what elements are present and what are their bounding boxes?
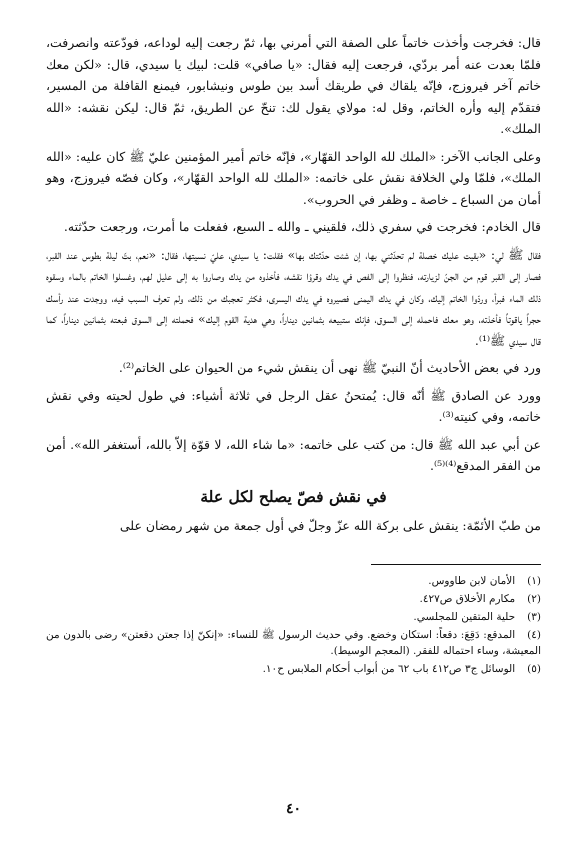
footnote — [46, 573, 541, 589]
paragraph-2: وعلى الجانب الآخر: «الملك لله الواحد القهّار»، فإنّه خاتم أمير المؤمنين عليّ ﷺ كان عليه: «الله الملك»، فلمّا ولي الخلافة نقش على خاتمه: «الملك لله الواحد القهّار»، وكان فصّه فيروزج، وهو أمان من السباع ـ خاصة ـ وظفر في الحروب». — [46, 148, 541, 207]
paragraph-8: من طبّ الأئمّة: ينقش على بركة الله عزّ وجلّ في أول جمعة من شهر رمضان على — [119, 517, 541, 533]
footnote-number: (٣) — [527, 611, 541, 623]
footnote-number: (٢) — [527, 593, 541, 605]
footnote-text: حلية المتقين للمجلسي. — [413, 611, 516, 623]
paragraph-7: عن أبي عبد الله ﷺ قال: من كتب على خاتمه: «ما شاء الله، لا قوّة إلاّ بالله، أستغفر الله». أمن من الفقر المدقع⁽⁴⁾⁽⁵⁾. — [46, 436, 541, 473]
paragraph-5: ورد في بعض الأحاديث أنّ النبيّ ﷺ نهى أن ينقش شيء من الحيوان على الخاتم⁽²⁾. — [118, 360, 541, 375]
footnote-divider — [371, 564, 541, 565]
footnote-text: مكارم الأخلاق ص٤٢٧. — [419, 593, 516, 605]
section-heading: في نقش فصّ يصلح لكل علة — [200, 486, 387, 506]
footnotes — [46, 573, 541, 677]
paragraph-4: فقال ﷺ لي: «بقيت عليك خصلة لم تحدّثني بها، إن شئت حدّثتك بها» فقلت: يا سيدي، عليّ نسيتها، فقال: «نعم، بتّ ليلة بطوس عند القبر، فصار إلى القبر قوم من الجنّ لزيارته، فنظروا إلى الفص في يدك وقرؤا نقشه، فأخذوه من يدك وصاروا به إلى عليل لهم، وغسلوا الخاتم بالماء وسقوه ذلك الماء فبرأ، وردّوا الخاتم إليك، وكان في يدك اليمنى فصيروه في يدك اليسرى، فكثر تعجبك من ذلك، ولم تعرف السبب فيه، ووجدت عند رأسك حجراً ياقوتاً فأخذته، وهو معك فاحمله إلى السوق، فإنك ستبيعه بثمانين ديناراً، وهي هدية القوم إليك» فحملته إلى السوق فبعته بثمانين ديناراً، كما قال سيدي ﷺ⁽¹⁾. — [46, 246, 541, 348]
footnote — [46, 661, 541, 677]
footnote — [46, 627, 541, 659]
footnote-number: (١) — [527, 575, 541, 587]
footnote — [46, 609, 541, 625]
page-number: ٤٠ — [285, 801, 302, 817]
footnote-text: الأمان لابن طاووس. — [428, 575, 516, 587]
footnote-number: (٥) — [527, 663, 541, 675]
footnote-number: (٤) — [527, 629, 541, 641]
paragraph-3: قال الخادم: فخرجت في سفري ذلك، فلقيني ـ والله ـ السبع، ففعلت ما أمرت، ورجعت حدّثته. — [63, 219, 541, 234]
footnote-text: المدقع: دَقِعَ: دقعاً: استكان وخضع. وفي حديث الرسول ﷺ للنساء: «إنكنّ إذا جعتن دقعتن» رضى بالدون من المعيشة، وساء احتماله للفقر. (المعجم الوسيط). — [46, 629, 541, 657]
paragraph-6: وورد عن الصادق ﷺ أنّه قال: يُمتحنُ عقل الرجل في ثلاثة أشياء: في طول لحيته وفي نقش خاتمه، وفي كنيته⁽³⁾. — [46, 387, 541, 424]
paragraph-1: قال: فخرجت وأخذت خاتماً على الصفة التي أمرني بها، ثمّ رجعت إليه لوداعه، فودّعته وانصرفت، فلمّا بعدت عنه أمر بردّي، فرجعت إليه فقال: «يا صافي» قلت: لبيك يا سيدي، قال: «لكن معك خاتم آخر فيروزج، فإنّه يلقاك في طريقك أسد بين طوس ونيشابور، فيمنع القافلة من المسير، فتقدّم إليه وأره الخاتم، وقل له: مولاي يقول لك: تنحّ عن الطريق، ثمّ قال: ليكن نقشه: «الله الملك». — [46, 35, 541, 136]
footnote-text: الوسائل ج٣ ص٤١٢ باب ٦٢ من أبواب أحكام الملابس ح١٠. — [262, 663, 516, 675]
footnote — [46, 591, 541, 607]
